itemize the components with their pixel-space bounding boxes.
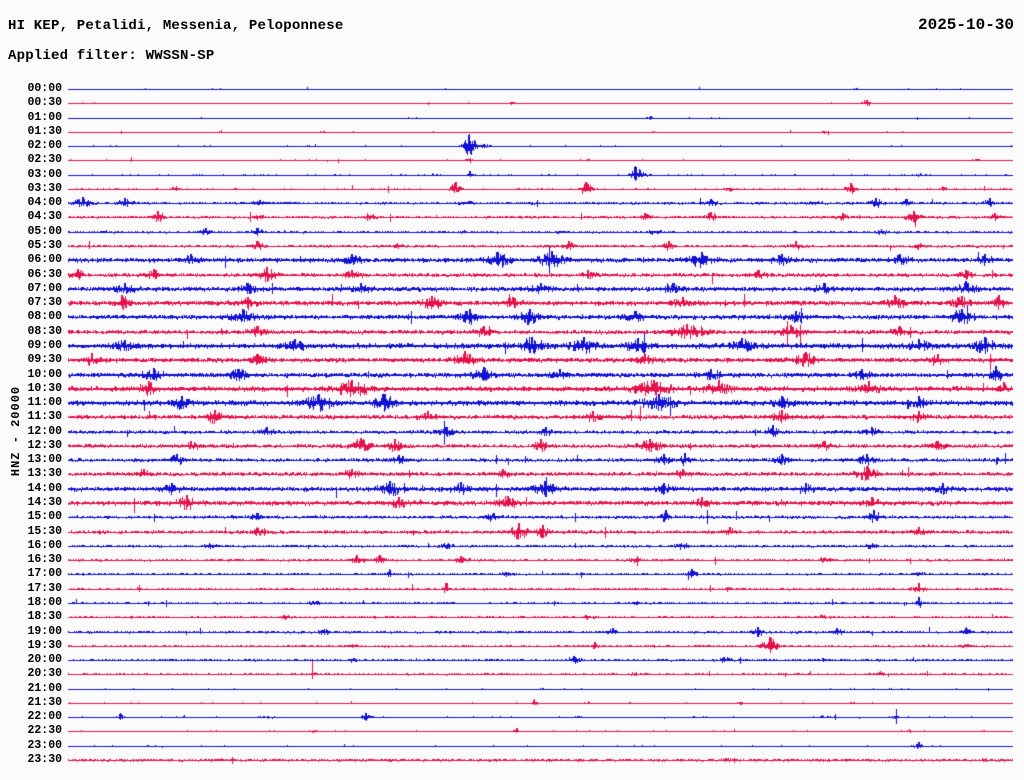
time-label: 00:00 (27, 82, 62, 95)
time-label: 09:30 (27, 353, 62, 366)
time-label: 01:30 (27, 125, 62, 138)
time-label: 11:30 (27, 410, 62, 423)
time-label: 21:30 (27, 696, 62, 709)
time-label: 01:00 (27, 111, 62, 124)
time-label: 14:30 (27, 496, 62, 509)
time-label: 23:30 (27, 753, 62, 766)
time-label: 23:00 (27, 739, 62, 752)
time-label: 21:00 (27, 682, 62, 695)
time-label: 10:30 (27, 382, 62, 395)
time-label: 20:30 (27, 667, 62, 680)
time-label: 13:00 (27, 453, 62, 466)
time-label: 18:30 (27, 610, 62, 623)
time-label: 22:00 (27, 710, 62, 723)
time-axis-labels (0, 0, 64, 780)
filter-label: Applied filter: WWSSN-SP (8, 48, 215, 64)
time-label: 00:30 (27, 96, 62, 109)
time-label: 22:30 (27, 724, 62, 737)
time-label: 14:00 (27, 482, 62, 495)
time-label: 08:00 (27, 310, 62, 323)
time-label: 07:00 (27, 282, 62, 295)
channel-scale-label: HNZ - 20000 (9, 385, 23, 477)
time-label: 02:00 (27, 139, 62, 152)
time-label: 13:30 (27, 467, 62, 480)
time-label: 16:30 (27, 553, 62, 566)
time-label: 17:30 (27, 582, 62, 595)
time-label: 10:00 (27, 368, 62, 381)
date-label: 2025-10-30 (917, 16, 1014, 34)
time-label: 03:30 (27, 182, 62, 195)
time-label: 08:30 (27, 325, 62, 338)
time-label: 19:30 (27, 639, 62, 652)
time-label: 05:30 (27, 239, 62, 252)
time-label: 04:30 (27, 210, 62, 223)
time-label: 12:30 (27, 439, 62, 452)
time-label: 12:00 (27, 425, 62, 438)
time-label: 15:00 (27, 510, 62, 523)
time-label: 17:00 (27, 567, 62, 580)
time-label: 07:30 (27, 296, 62, 309)
time-label: 09:00 (27, 339, 62, 352)
time-label: 16:00 (27, 539, 62, 552)
time-label: 02:30 (27, 153, 62, 166)
time-label: 06:30 (27, 268, 62, 281)
time-label: 05:00 (27, 225, 62, 238)
time-label: 04:00 (27, 196, 62, 209)
time-label: 19:00 (27, 625, 62, 638)
time-label: 03:00 (27, 168, 62, 181)
time-label: 20:00 (27, 653, 62, 666)
time-label: 11:00 (27, 396, 62, 409)
time-label: 06:00 (27, 253, 62, 266)
time-label: 18:00 (27, 596, 62, 609)
station-title: HI KEP, Petalidi, Messenia, Peloponnese (8, 18, 344, 34)
time-label: 15:30 (27, 525, 62, 538)
